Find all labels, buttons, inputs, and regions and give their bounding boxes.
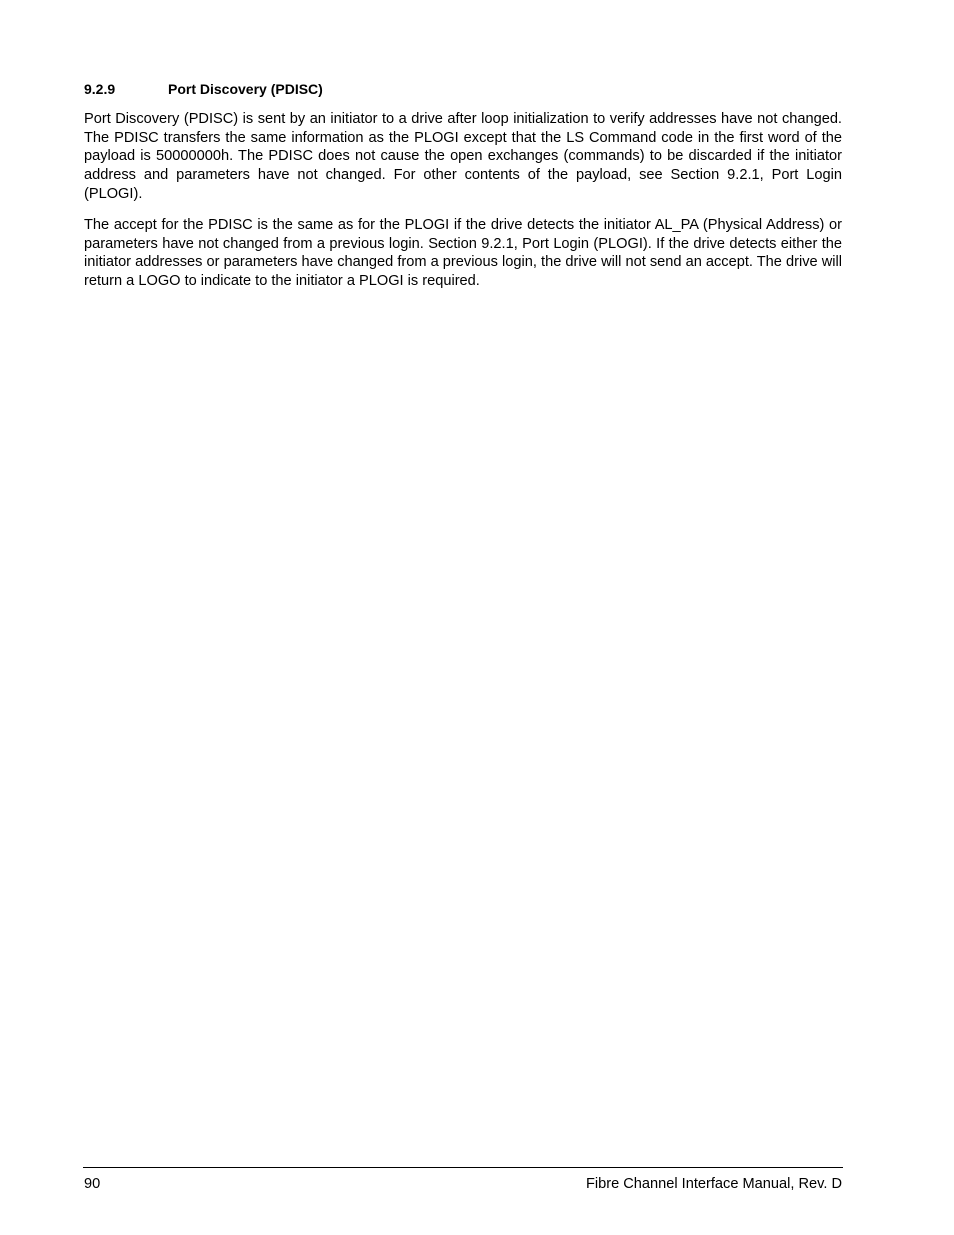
section-title: Port Discovery (PDISC)	[168, 81, 323, 97]
body-paragraph-2: The accept for the PDISC is the same as for the PLOGI if the drive detects the initiator AL_PA (Physical Address) or parameters have not changed from a previous login. Section 9.2.1, Port Login (PLOGI). If the drive detects either the initiator addresses or parameters have changed from a previous login, the drive will not send an accept. The drive will return a LOGO to indicate to the initiator a PLOGI is required.	[84, 217, 842, 290]
section-number: 9.2.9	[84, 81, 116, 97]
body-paragraph-1: Port Discovery (PDISC) is sent by an initiator to a drive after loop initialization to verify addresses have not changed. The PDISC transfers the same information as the PLOGI except that the LS Command code in the first word of the payload is 50000000h. The PDISC does not cause the open exchanges (commands) to be discarded if the initiator address and parameters have not changed. For other contents of the payload, see Section 9.2.1, Port Login (PLOGI).	[84, 111, 842, 202]
section-heading	[84, 80, 842, 98]
document-title: Fibre Channel Interface Manual, Rev. D	[585, 1176, 842, 1192]
footer-divider	[83, 1167, 843, 1168]
page-number: 90	[84, 1176, 101, 1192]
